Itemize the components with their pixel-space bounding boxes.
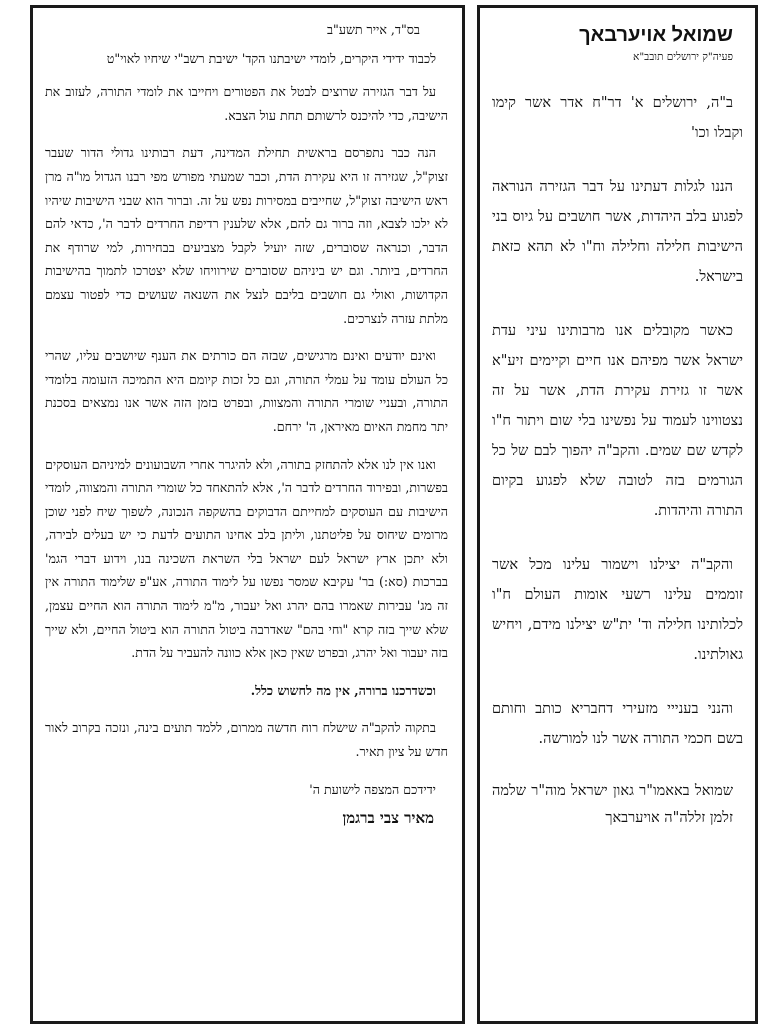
bergman-letter [30, 5, 465, 1024]
auerbach-letter [477, 5, 758, 1024]
letter-hope: בתקוה להקב"ה שישלח רוח חדשה ממרום, ללמד תועים בינה, ונזכה בקרוב לאור חדש על ציון תאיר. [45, 720, 448, 760]
letter-bold-statement: וכשדרכנו ברורה, אין מה לחשוש כלל. [250, 682, 436, 698]
letter-signature: מאיר צבי ברגמן [342, 809, 434, 828]
letter-paragraph: ואנו אין לנו אלא להתחזק בתורה, ולא להיגרר אחרי השבועונים למיניהם העוסקים בפשרות, ובפירוד החרדים לדבר ה', אלא להתאחד כל שומרי התורה והמצווה, לומדי הישיבות עם העוסקים למחייתם הדבוקים בהשקפה הנכונה, לשפוך שיח לפני שוכן מרומים שיחוס על פליטתנו, וליתן בלב אחינו התועים לדעת כי יש בעלים לבירה, ולא יתכן ארץ ישראל לעם ישראל בלי השראת השכינה בנו, וידוע דברי הגמ' בברכות (סא:) בר' עקיבא שמסר נפשו על לימוד התורה, אע"פ שלימוד התורה אין זה מג' עבירות שאמרו בהם יהרג ואל יעבור, מ"מ לימוד התורה הוא החיים עצמן, שלא שייך בזה קרא "וחי בהם" שאדרבה ביטול התורה הוא ביטול החיים, ולא שייך בזה יעבור ואל יהרג, ובפרט שאין כאן אלא כוונה להעביר על הדת. [45, 456, 448, 661]
letter-paragraph: הננו לגלות דעתינו על דבר הגזירה הנוראה לפגוע בלב היהדות, אשר חושבים על גיוס בני הישיבות חלילה וחלילה וח"ו לא תהא כזאת בישראל. [492, 179, 743, 285]
letter-addressee: לכבוד ידידי היקרים, לומדי ישיבתנו הקד' ישיבת רשב"י שיחיו לאוי"ט [106, 50, 436, 66]
letter-signoff: שמואל באאמו"ר גאון ישראל מוה"ר שלמה זלמן זללה"ה אויערבאך [492, 783, 733, 826]
letter-paragraph: והנני בענייי מזעירי דחבריא כותב וחותם בשם חכמי התורה אשר לנו למורשה. [492, 701, 743, 747]
letter-paragraph: ואינם יודעים ואינם מרגישים, שבזה הם כורתים את הענף שיושבים עליו, שהרי כל העולם עומד על עמלי התורה, וגם כל זכות קיומם היא התמיכה הזעומה בלומדי התורה, ובעניי שומרי התורה והמצוות, ובפרט בזמן הזה אשר אנו נמצאים בסכנת יתר מחמת האיום מאיראן, ה' ירחם. [45, 348, 448, 434]
letter-paragraph: כאשר מקובלים אנו מרבותינו עיני עדת ישראל אשר מפיהם אנו חיים וקיימים זיע"א אשר זו גזירת עקירת הדת, אשר על זה נצטווינו לעמוד על נפשינו בלי שום ויתור ח"ו לקדש שם שמים. והקב"ה יהפוך לבם של כל הגורמים בזה לטובה שלא לפגוע בקיום התורה והיהדות. [492, 323, 743, 519]
letter-paragraph: הנה כבר נתפרסם בראשית תחילת המדינה, דעת רבותינו גדולי הדור שעבר זצוק"ל, שגזירה זו היא עקירת הדת, וכבר שמעתי מפורש מפי רבנו הגדול מו"ה מרן ראש הישיבה זצוק"ל, שחייבים במסירות נפש על זה. וברור הוא שבני הישיבות שיהיו לא ילכו לצבא, וזה ברור גם להם, אלא שלענין רדיפת החרדים לדבר ה', כדאי להם הדבר, וכנראה שסוברים, שזה יועיל לקבל מצביעים בבחירות, למי שרודף את החרדים, ביותר. וגם יש ביניהם שסוברים שירוויחו שלא יצטרכו לתמוך בהישיבות הקדושות, ואולי גם חושבים בליבם לנצל את השנאה שעושים כדי לפטור עצמם מלתת עזרה לנצרכים. [45, 145, 448, 326]
letter-closing: ידידכם המצפה לישועת ה' [309, 781, 436, 797]
letter-opening: ב"ה, ירושלים א' דר"ח אדר אשר קימו וקבלו וכו' [492, 95, 743, 141]
letter-date: בס"ד, אייר תשע"ב [326, 22, 420, 37]
letterhead-subtitle: פעיה"ק ירושלים תובב"א [633, 51, 733, 63]
letterhead-name: שמואל אויערבאך [579, 24, 733, 46]
letter-paragraph: והקב"ה יצילנו וישמור עלינו מכל אשר זוממים עלינו רשעי אומות העולם ח"ו לכלותינו חלילה וד' ית"ש יצילנו מידם, ויחיש גאולתינו. [492, 557, 743, 663]
letter-paragraph: על דבר הגזירה שרוצים לבטל את הפטורים ויחייבו את לומדי התורה, לעזוב את הישיבה, כדי להיכנס לרשותם תחת עול הצבא. [45, 84, 448, 123]
